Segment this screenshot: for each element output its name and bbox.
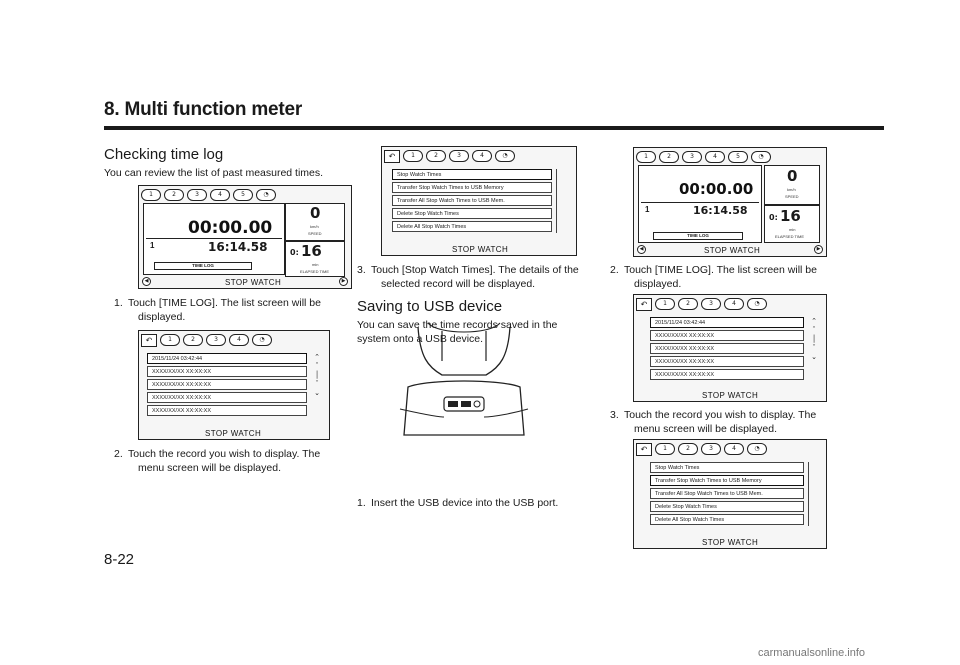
preset-4-button: 4 — [724, 443, 744, 455]
lap-time: 16:14.58 — [693, 204, 748, 217]
screen-topbar — [141, 333, 272, 347]
menu-screen-2 — [633, 439, 827, 549]
list-item[interactable]: XXXX/XX/XX XX:XX:XX — [650, 330, 804, 341]
preset-4-button: 4 — [472, 150, 492, 162]
step-text: Touch the record you wish to display. The — [624, 409, 817, 421]
checking-step-2-cont: menu screen will be displayed. — [138, 462, 281, 474]
step-text: Touch the record you wish to display. The — [128, 448, 321, 460]
preset-1-button: 1 — [141, 189, 161, 201]
usb-step-3 — [610, 408, 816, 423]
screen-footer: STOP WATCH — [702, 538, 759, 547]
elapsed-value: 16 — [780, 207, 801, 225]
back-icon: ↶ — [636, 298, 652, 311]
checking-step-1 — [114, 296, 321, 311]
list-item[interactable]: XXXX/XX/XX XX:XX:XX — [650, 356, 804, 367]
scroll-controls[interactable]: ⌃ ˆ │ ˇ ⌄ — [811, 317, 817, 361]
stopwatch-icon: ◔ — [495, 150, 515, 162]
usb-step-2-cont: displayed. — [634, 278, 682, 290]
menu-item-delete-all[interactable]: Delete All Stop Watch Times — [650, 514, 804, 525]
divider — [641, 202, 759, 203]
screen-topbar — [636, 297, 767, 311]
speed-value: 0 — [787, 167, 798, 185]
elapsed-unit: min — [789, 227, 796, 232]
preset-5-button: 5 — [233, 189, 253, 201]
preset-2-button: 2 — [183, 334, 203, 346]
time-log-button[interactable]: TIME LOG — [653, 232, 743, 240]
stopwatch-time: 00:00.00 — [679, 180, 754, 198]
list-item[interactable]: XXXX/XX/XX XX:XX:XX — [147, 366, 307, 377]
back-icon: ↶ — [636, 443, 652, 456]
preset-3-button: 3 — [701, 298, 721, 310]
preset-4-button: 4 — [724, 298, 744, 310]
screen-topbar — [141, 188, 276, 202]
right-arrow-icon: ▶ — [339, 277, 348, 286]
list-item[interactable]: 2015/11/24 03:42:44 — [147, 353, 307, 364]
stopwatch-icon: ◔ — [747, 298, 767, 310]
time-log-button[interactable]: TIME LOG — [154, 262, 252, 270]
step-text: Touch [Stop Watch Times]. The details of the — [371, 264, 579, 276]
preset-2-button: 2 — [164, 189, 184, 201]
speed-unit: km/h — [310, 224, 319, 229]
elapsed-prefix: 0: — [769, 213, 778, 222]
usb-step-1 — [357, 496, 558, 511]
preset-1-button: 1 — [636, 151, 656, 163]
preset-3-button: 3 — [187, 189, 207, 201]
elapsed-label: ELAPSED TIME — [775, 234, 805, 239]
step-text: Touch [TIME LOG]. The list screen will be — [624, 264, 817, 276]
speed-label: SPEED — [785, 194, 799, 199]
scroll-controls[interactable]: ⌃ ˆ │ ˇ ⌄ — [314, 353, 320, 397]
step-number: 1. — [114, 297, 123, 309]
menu-item-transfer-to-usb[interactable]: Transfer Stop Watch Times to USB Memory — [392, 182, 552, 193]
section-heading-saving-usb: Saving to USB device — [357, 298, 503, 315]
stopwatch-icon: ◔ — [751, 151, 771, 163]
back-icon: ↶ — [384, 150, 400, 163]
stopwatch-icon: ◔ — [256, 189, 276, 201]
screen-topbar — [636, 150, 771, 164]
step-number: 3. — [357, 264, 366, 276]
usb-step-2 — [610, 263, 817, 278]
speed-value: 0 — [310, 204, 321, 222]
screen-footer: STOP WATCH — [702, 391, 759, 400]
preset-3-button: 3 — [449, 150, 469, 162]
back-icon: ↶ — [141, 334, 157, 347]
preset-5-button: 5 — [728, 151, 748, 163]
preset-3-button: 3 — [701, 443, 721, 455]
preset-4-button: 4 — [229, 334, 249, 346]
speed-panel — [285, 203, 345, 241]
screen-topbar — [636, 442, 767, 456]
preset-1-button: 1 — [403, 150, 423, 162]
preset-2-button: 2 — [426, 150, 446, 162]
elapsed-label: ELAPSED TIME — [300, 269, 330, 274]
left-arrow-icon: ◀ — [637, 245, 646, 254]
elapsed-panel — [285, 241, 345, 277]
stopwatch-main-panel — [638, 165, 762, 243]
step-text: Insert the USB device into the USB port. — [371, 497, 559, 509]
menu-screen-1 — [381, 146, 577, 256]
list-screen-2 — [633, 294, 827, 402]
checking-step-1-cont: displayed. — [138, 311, 186, 323]
menu-item-delete-all[interactable]: Delete All Stop Watch Times — [392, 221, 552, 232]
preset-2-button: 2 — [678, 443, 698, 455]
lap-number: 1 — [150, 241, 155, 250]
stopwatch-main-panel — [143, 203, 285, 275]
checking-intro: You can review the list of past measured times. — [104, 167, 324, 179]
preset-3-button: 3 — [682, 151, 702, 163]
lap-number: 1 — [645, 205, 650, 214]
usb-intro-line2: system onto a USB device. — [357, 333, 484, 345]
speed-label: SPEED — [308, 231, 322, 236]
preset-4-button: 4 — [705, 151, 725, 163]
menu-item-transfer-all-to-usb[interactable]: Transfer All Stop Watch Times to USB Mem. — [650, 488, 804, 499]
usb-step-3-cont: menu screen will be displayed. — [634, 423, 777, 435]
menu-item-transfer-to-usb[interactable]: Transfer Stop Watch Times to USB Memory — [650, 475, 804, 486]
step-number: 1. — [357, 497, 366, 509]
speed-panel — [764, 165, 820, 205]
checking-step-2 — [114, 447, 320, 462]
step-number: 2. — [114, 448, 123, 460]
menu-side-panel — [808, 462, 823, 526]
checking-step-3-cont: selected record will be displayed. — [381, 278, 536, 290]
preset-3-button: 3 — [206, 334, 226, 346]
section-heading-checking-time-log: Checking time log — [104, 146, 224, 163]
screen-topbar — [384, 149, 515, 163]
stopwatch-screen-1 — [138, 185, 352, 289]
step-text: Touch [TIME LOG]. The list screen will be — [128, 297, 321, 309]
speed-unit: km/h — [787, 187, 796, 192]
menu-item-stop-watch-times[interactable]: Stop Watch Times — [650, 462, 804, 473]
checking-step-3 — [357, 263, 579, 278]
stopwatch-icon: ◔ — [252, 334, 272, 346]
preset-1-button: 1 — [655, 443, 675, 455]
preset-4-button: 4 — [210, 189, 230, 201]
screen-footer: STOP WATCH — [704, 246, 761, 255]
list-screen-1 — [138, 330, 330, 440]
list-item[interactable]: XXXX/XX/XX XX:XX:XX — [650, 369, 804, 380]
step-number: 2. — [610, 264, 619, 276]
elapsed-unit: min — [312, 262, 319, 267]
lap-time: 16:14.58 — [208, 240, 268, 254]
screen-footer: STOP WATCH — [205, 429, 262, 438]
list-item[interactable]: XXXX/XX/XX XX:XX:XX — [650, 343, 804, 354]
menu-item-stop-watch-times[interactable]: Stop Watch Times — [392, 169, 552, 180]
list-item[interactable]: 2015/11/24 03:42:44 — [650, 317, 804, 328]
menu-side-panel — [556, 169, 571, 233]
left-arrow-icon: ◀ — [142, 277, 151, 286]
list-item[interactable]: XXXX/XX/XX XX:XX:XX — [147, 379, 307, 390]
right-arrow-icon: ▶ — [814, 245, 823, 254]
stopwatch-time: 00:00.00 — [188, 218, 273, 238]
preset-2-button: 2 — [659, 151, 679, 163]
menu-item-delete[interactable]: Delete Stop Watch Times — [392, 208, 552, 219]
watermark: carmanualsonline.info — [758, 647, 866, 659]
list-item[interactable]: XXXX/XX/XX XX:XX:XX — [147, 392, 307, 403]
list-item[interactable]: XXXX/XX/XX XX:XX:XX — [147, 405, 307, 416]
divider — [146, 238, 282, 239]
step-number: 3. — [610, 409, 619, 421]
usb-intro-line1: You can save the time records saved in the — [357, 319, 558, 331]
usb-port-illustration — [398, 317, 530, 439]
stopwatch-icon: ◔ — [747, 443, 767, 455]
screen-footer: STOP WATCH — [225, 278, 282, 287]
preset-1-button: 1 — [655, 298, 675, 310]
elapsed-panel — [764, 205, 820, 243]
screen-footer: STOP WATCH — [452, 245, 509, 254]
header-rule — [104, 126, 884, 130]
stopwatch-screen-2 — [633, 147, 827, 257]
menu-item-delete[interactable]: Delete Stop Watch Times — [650, 501, 804, 512]
preset-2-button: 2 — [678, 298, 698, 310]
page-number: 8-22 — [104, 551, 135, 568]
elapsed-value: 16 — [301, 242, 322, 260]
preset-1-button: 1 — [160, 334, 180, 346]
menu-item-transfer-all-to-usb[interactable]: Transfer All Stop Watch Times to USB Mem. — [392, 195, 552, 206]
elapsed-prefix: 0: — [290, 248, 299, 257]
chapter-title: 8. Multi function meter — [104, 99, 303, 120]
